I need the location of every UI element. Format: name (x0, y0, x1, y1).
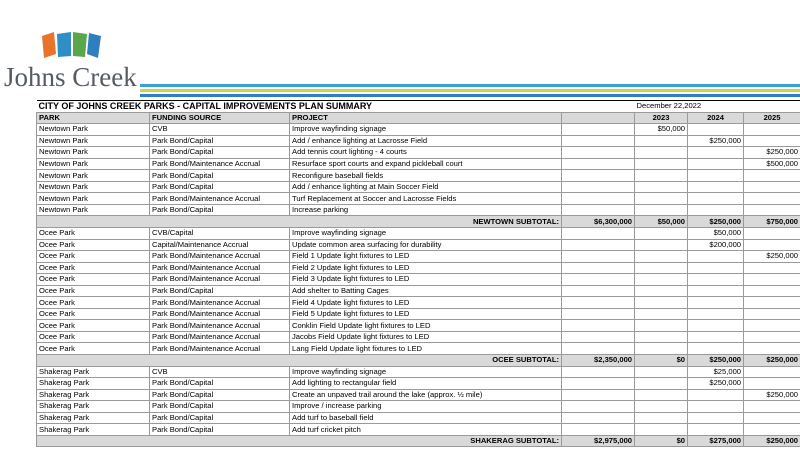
park-cell: Ocee Park (37, 239, 150, 251)
subtotal-2025: $250,000 (744, 355, 800, 367)
amount-2024-cell (688, 308, 744, 320)
amount-2023-cell (635, 228, 688, 240)
project-cell: Add shelter to Batting Cages (290, 285, 562, 297)
amount-2025-cell (744, 239, 800, 251)
funding-source-cell: Park Bond/Maintenance Accrual (150, 262, 290, 274)
sheet-title: CITY OF JOHNS CREEK PARKS - CAPITAL IMPROVEMENTS PLAN SUMMARY (37, 101, 635, 113)
funding-source-cell: CVB (150, 124, 290, 136)
project-cell: Add turf cricket pitch (290, 424, 562, 436)
park-cell: Newtown Park (37, 170, 150, 182)
table-row (37, 308, 800, 320)
amount-2025-cell: $250,000 (744, 251, 800, 263)
amount-2023-cell (635, 239, 688, 251)
header-project: PROJECT (290, 112, 562, 124)
amount-2023-cell (635, 412, 688, 424)
table-row (37, 193, 800, 205)
amount-2025-cell (744, 204, 800, 216)
total-cell (562, 401, 635, 413)
amount-2023-cell (635, 401, 688, 413)
funding-source-cell: Park Bond/Capital (150, 378, 290, 390)
table-row (37, 262, 800, 274)
subtotal-2023: $50,000 (635, 216, 688, 228)
amount-2024-cell (688, 124, 744, 136)
project-cell: Field 5 Update light fixtures to LED (290, 308, 562, 320)
amount-2023-cell (635, 331, 688, 343)
amount-2025-cell (744, 378, 800, 390)
table-body (37, 101, 800, 447)
project-cell: Improve wayfinding signage (290, 366, 562, 378)
header-2025: 2025 (744, 112, 800, 124)
funding-source-cell: Park Bond/Maintenance Accrual (150, 297, 290, 309)
table-row (37, 158, 800, 170)
total-cell (562, 343, 635, 355)
amount-2025-cell (744, 343, 800, 355)
amount-2023-cell (635, 193, 688, 205)
total-cell (562, 378, 635, 390)
amount-2025-cell (744, 274, 800, 286)
table-row (37, 366, 800, 378)
flag-blue (57, 32, 71, 57)
park-cell: Newtown Park (37, 181, 150, 193)
park-cell: Shakerag Park (37, 412, 150, 424)
park-cell: Ocee Park (37, 274, 150, 286)
park-cell: Newtown Park (37, 158, 150, 170)
amount-2024-cell (688, 331, 744, 343)
amount-2024-cell (688, 401, 744, 413)
subtotal-label: NEWTOWN SUBTOTAL: (37, 216, 562, 228)
total-cell (562, 170, 635, 182)
funding-source-cell: Park Bond/Capital (150, 389, 290, 401)
table-row (37, 204, 800, 216)
park-cell: Newtown Park (37, 147, 150, 159)
amount-2023-cell (635, 158, 688, 170)
subtotal-total: $2,350,000 (562, 355, 635, 367)
amount-2025-cell (744, 124, 800, 136)
amount-2023-cell (635, 135, 688, 147)
funding-source-cell: Park Bond/Capital (150, 401, 290, 413)
funding-source-cell: Park Bond/Capital (150, 135, 290, 147)
amount-2024-cell (688, 412, 744, 424)
table-row (37, 412, 800, 424)
subtotal-2024: $250,000 (688, 355, 744, 367)
project-cell: Reconfigure baseball fields (290, 170, 562, 182)
table-row (37, 297, 800, 309)
amount-2024-cell (688, 297, 744, 309)
amount-2025-cell: $250,000 (744, 147, 800, 159)
title-row (37, 101, 800, 113)
header-row (37, 112, 800, 124)
amount-2024-cell (688, 193, 744, 205)
amount-2024-cell: $25,000 (688, 366, 744, 378)
amount-2023-cell (635, 343, 688, 355)
park-cell: Ocee Park (37, 285, 150, 297)
project-cell: Update common area surfacing for durability (290, 239, 562, 251)
amount-2024-cell (688, 181, 744, 193)
amount-2025-cell (744, 424, 800, 436)
capital-improvements-table (36, 100, 800, 447)
project-cell: Improve wayfinding signage (290, 124, 562, 136)
park-cell: Shakerag Park (37, 378, 150, 390)
table-row (37, 228, 800, 240)
subtotal-2024: $275,000 (688, 435, 744, 447)
funding-source-cell: Park Bond/Maintenance Accrual (150, 320, 290, 332)
total-cell (562, 262, 635, 274)
total-cell (562, 239, 635, 251)
park-cell: Ocee Park (37, 331, 150, 343)
project-cell: Conklin Field Update light fixtures to LED (290, 320, 562, 332)
amount-2025-cell (744, 181, 800, 193)
subtotal-total: $2,975,000 (562, 435, 635, 447)
project-cell: Field 4 Update light fixtures to LED (290, 297, 562, 309)
funding-source-cell: CVB/Capital (150, 228, 290, 240)
project-cell: Resurface sport courts and expand pickleball court (290, 158, 562, 170)
table-row (37, 124, 800, 136)
flag-green (73, 32, 87, 57)
amount-2023-cell (635, 297, 688, 309)
amount-2025-cell (744, 135, 800, 147)
subtotal-2025: $250,000 (744, 435, 800, 447)
amount-2023-cell (635, 366, 688, 378)
amount-2025-cell (744, 170, 800, 182)
table-row (37, 401, 800, 413)
subtotal-2024: $250,000 (688, 216, 744, 228)
project-cell: Add turf to baseball field (290, 412, 562, 424)
amount-2023-cell (635, 308, 688, 320)
funding-source-cell: Park Bond/Maintenance Accrual (150, 308, 290, 320)
project-cell: Turf Replacement at Soccer and Lacrosse Fields (290, 193, 562, 205)
amount-2023-cell (635, 251, 688, 263)
funding-source-cell: Park Bond/Capital (150, 204, 290, 216)
total-cell (562, 308, 635, 320)
total-cell (562, 251, 635, 263)
amount-2023-cell (635, 147, 688, 159)
total-cell (562, 124, 635, 136)
project-cell: Add / enhance lighting at Main Soccer Field (290, 181, 562, 193)
total-cell (562, 424, 635, 436)
total-cell (562, 135, 635, 147)
park-cell: Shakerag Park (37, 389, 150, 401)
park-cell: Ocee Park (37, 308, 150, 320)
amount-2023-cell (635, 389, 688, 401)
total-cell (562, 274, 635, 286)
project-cell: Create an unpaved trail around the lake (approx. ½ mile) (290, 389, 562, 401)
project-cell: Field 1 Update light fixtures to LED (290, 251, 562, 263)
subtotal-row (37, 216, 800, 228)
funding-source-cell: Park Bond/Maintenance Accrual (150, 274, 290, 286)
flag-blue-right (87, 33, 101, 58)
johns-creek-logo (0, 0, 140, 98)
amount-2025-cell (744, 228, 800, 240)
funding-source-cell: Park Bond/Capital (150, 424, 290, 436)
amount-2024-cell (688, 147, 744, 159)
amount-2023-cell (635, 262, 688, 274)
total-cell (562, 297, 635, 309)
funding-source-cell: Park Bond/Maintenance Accrual (150, 158, 290, 170)
amount-2024-cell (688, 424, 744, 436)
amount-2025-cell (744, 320, 800, 332)
header-park: PARK (37, 112, 150, 124)
amount-2024-cell (688, 158, 744, 170)
park-cell: Ocee Park (37, 228, 150, 240)
header-blank (562, 112, 635, 124)
subtotal-total: $6,300,000 (562, 216, 635, 228)
amount-2024-cell (688, 343, 744, 355)
project-cell: Increase parking (290, 204, 562, 216)
park-cell: Ocee Park (37, 343, 150, 355)
flag-orange (42, 32, 56, 58)
amount-2024-cell (688, 170, 744, 182)
amount-2023-cell (635, 204, 688, 216)
amount-2024-cell: $200,000 (688, 239, 744, 251)
amount-2025-cell (744, 401, 800, 413)
table-row (37, 378, 800, 390)
park-cell: Ocee Park (37, 251, 150, 263)
subtotal-2025: $750,000 (744, 216, 800, 228)
total-cell (562, 158, 635, 170)
stripe-green (140, 89, 800, 92)
amount-2024-cell (688, 274, 744, 286)
amount-2025-cell (744, 285, 800, 297)
table-row (37, 274, 800, 286)
park-cell: Ocee Park (37, 262, 150, 274)
amount-2025-cell (744, 412, 800, 424)
sheet-date: December 22,2022 (635, 101, 800, 113)
table-row (37, 251, 800, 263)
funding-source-cell: Park Bond/Capital (150, 285, 290, 297)
table-row (37, 331, 800, 343)
funding-source-cell: Park Bond/Capital (150, 412, 290, 424)
amount-2025-cell: $250,000 (744, 389, 800, 401)
park-cell: Newtown Park (37, 193, 150, 205)
table-row (37, 424, 800, 436)
funding-source-cell: Park Bond/Maintenance Accrual (150, 331, 290, 343)
amount-2025-cell: $500,000 (744, 158, 800, 170)
total-cell (562, 331, 635, 343)
amount-2024-cell (688, 251, 744, 263)
table-row (37, 285, 800, 297)
subtotal-2023: $0 (635, 435, 688, 447)
project-cell: Add tennis court lighting - 4 courts (290, 147, 562, 159)
amount-2023-cell (635, 320, 688, 332)
amount-2024-cell (688, 204, 744, 216)
amount-2024-cell: $50,000 (688, 228, 744, 240)
subtotal-label: SHAKERAG SUBTOTAL: (37, 435, 562, 447)
amount-2023-cell: $50,000 (635, 124, 688, 136)
amount-2024-cell (688, 320, 744, 332)
table-row (37, 181, 800, 193)
project-cell: Field 3 Update light fixtures to LED (290, 274, 562, 286)
total-cell (562, 412, 635, 424)
park-cell: Shakerag Park (37, 424, 150, 436)
total-cell (562, 285, 635, 297)
amount-2023-cell (635, 181, 688, 193)
funding-source-cell: Park Bond/Maintenance Accrual (150, 251, 290, 263)
subtotal-label: OCEE SUBTOTAL: (37, 355, 562, 367)
table-row (37, 239, 800, 251)
park-cell: Ocee Park (37, 320, 150, 332)
park-cell: Newtown Park (37, 135, 150, 147)
table-row (37, 389, 800, 401)
project-cell: Add / enhance lighting at Lacrosse Field (290, 135, 562, 147)
total-cell (562, 320, 635, 332)
stripe-blue (140, 84, 800, 87)
park-cell: Newtown Park (37, 204, 150, 216)
amount-2024-cell (688, 262, 744, 274)
header-stripes (140, 84, 800, 99)
funding-source-cell: Park Bond/Capital (150, 170, 290, 182)
park-cell: Newtown Park (37, 124, 150, 136)
funding-source-cell: Park Bond/Maintenance Accrual (150, 193, 290, 205)
project-cell: Jacobs Field Update light fixtures to LED (290, 331, 562, 343)
table-row (37, 170, 800, 182)
header-2024: 2024 (688, 112, 744, 124)
amount-2023-cell (635, 285, 688, 297)
table-row (37, 343, 800, 355)
funding-source-cell: Capital/Maintenance Accrual (150, 239, 290, 251)
amount-2024-cell: $250,000 (688, 135, 744, 147)
subtotal-row (37, 355, 800, 367)
amount-2025-cell (744, 308, 800, 320)
total-cell (562, 181, 635, 193)
funding-source-cell: CVB (150, 366, 290, 378)
project-cell: Improve / increase parking (290, 401, 562, 413)
header-2023: 2023 (635, 112, 688, 124)
total-cell (562, 147, 635, 159)
total-cell (562, 366, 635, 378)
flag-logo-icon (42, 30, 102, 64)
header-funding-source: FUNDING SOURCE (150, 112, 290, 124)
amount-2024-cell (688, 285, 744, 297)
amount-2025-cell (744, 331, 800, 343)
amount-2023-cell (635, 424, 688, 436)
funding-source-cell: Park Bond/Capital (150, 181, 290, 193)
amount-2025-cell (744, 193, 800, 205)
project-cell: Lang Field Update light fixtures to LED (290, 343, 562, 355)
total-cell (562, 389, 635, 401)
amount-2024-cell: $250,000 (688, 378, 744, 390)
project-cell: Improve wayfinding signage (290, 228, 562, 240)
stripe-dark-blue (140, 94, 800, 97)
amount-2023-cell (635, 378, 688, 390)
park-cell: Shakerag Park (37, 401, 150, 413)
amount-2023-cell (635, 274, 688, 286)
park-cell: Shakerag Park (37, 366, 150, 378)
amount-2025-cell (744, 262, 800, 274)
funding-source-cell: Park Bond/Maintenance Accrual (150, 343, 290, 355)
table-row (37, 135, 800, 147)
amount-2025-cell (744, 366, 800, 378)
amount-2025-cell (744, 297, 800, 309)
subtotal-2023: $0 (635, 355, 688, 367)
table-row (37, 147, 800, 159)
funding-source-cell: Park Bond/Capital (150, 147, 290, 159)
amount-2024-cell (688, 389, 744, 401)
park-cell: Ocee Park (37, 297, 150, 309)
project-cell: Field 2 Update light fixtures to LED (290, 262, 562, 274)
total-cell (562, 228, 635, 240)
logo-text: Johns Creek (4, 62, 137, 92)
total-cell (562, 193, 635, 205)
table-row (37, 320, 800, 332)
total-cell (562, 204, 635, 216)
project-cell: Add lighting to rectangular field (290, 378, 562, 390)
amount-2023-cell (635, 170, 688, 182)
subtotal-row (37, 435, 800, 447)
